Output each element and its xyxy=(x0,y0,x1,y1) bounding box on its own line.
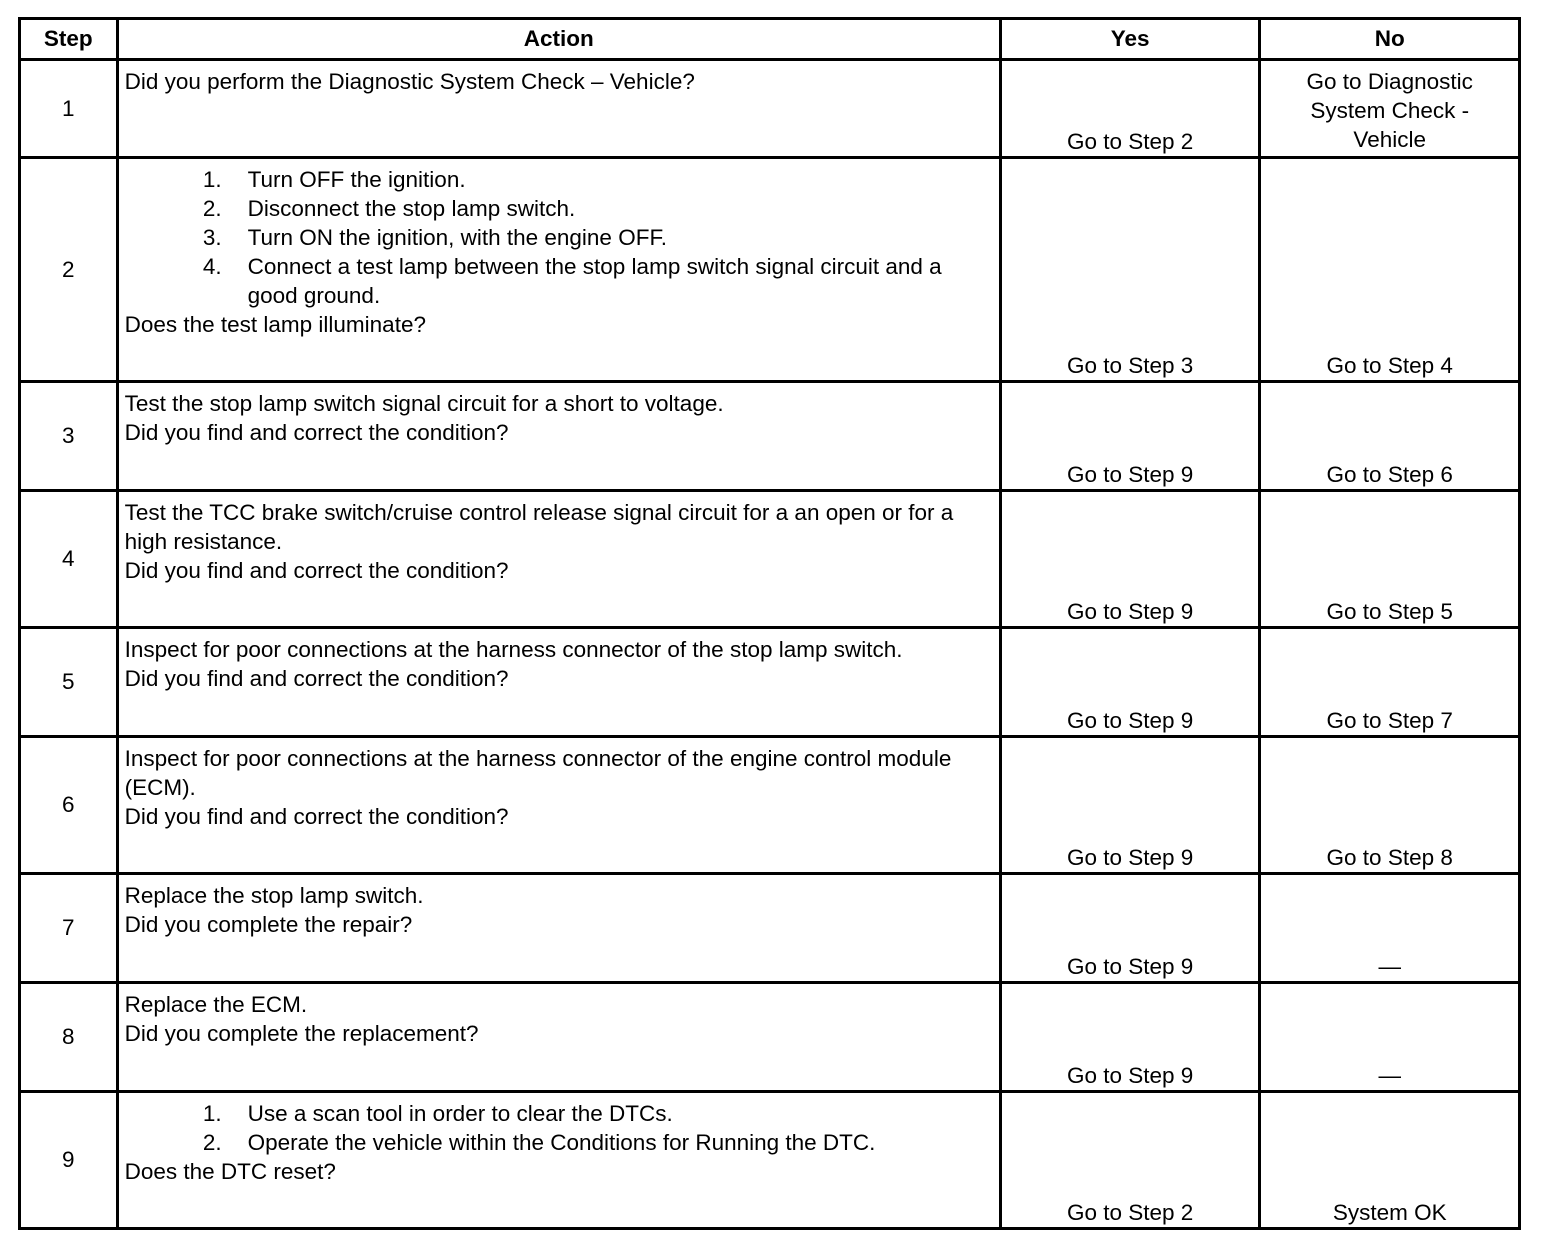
table-row xyxy=(20,1092,1520,1229)
list-text: Operate the vehicle within the Conditions for Running the DTC. xyxy=(247,1130,876,1155)
action-text: Replace the stop lamp switch. xyxy=(124,883,424,908)
table-row xyxy=(20,158,1520,382)
action-cell xyxy=(117,382,1000,491)
no-cell: Go to Step 4 xyxy=(1260,158,1520,382)
action-question: Does the test lamp illuminate? xyxy=(124,312,426,337)
list-text: Turn OFF the ignition. xyxy=(247,167,466,192)
action-cell xyxy=(117,737,1000,874)
yes-cell: Go to Step 9 xyxy=(1000,491,1260,628)
action-text: Did you perform the Diagnostic System Check – Vehicle? xyxy=(124,69,695,94)
no-cell xyxy=(1260,60,1520,158)
yes-cell: Go to Step 2 xyxy=(1000,60,1260,158)
action-cell xyxy=(117,491,1000,628)
list-item xyxy=(125,165,994,194)
action-question: Does the DTC reset? xyxy=(124,1159,336,1184)
action-text: Inspect for poor connections at the harness connector of the stop lamp switch. xyxy=(124,637,903,662)
table-row xyxy=(20,874,1520,983)
action-cell xyxy=(117,874,1000,983)
table-row xyxy=(20,60,1520,158)
step-number: 4 xyxy=(20,491,118,628)
action-question: Did you find and correct the condition? xyxy=(124,558,509,583)
step-number: 9 xyxy=(20,1092,118,1229)
instruction-list xyxy=(125,165,994,310)
yes-cell: Go to Step 9 xyxy=(1000,983,1260,1092)
header-yes: Yes xyxy=(1000,19,1260,60)
table-row xyxy=(20,382,1520,491)
yes-cell: Go to Step 2 xyxy=(1000,1092,1260,1229)
list-text: Disconnect the stop lamp switch. xyxy=(247,196,576,221)
table-row xyxy=(20,628,1520,737)
step-number: 6 xyxy=(20,737,118,874)
table-row xyxy=(20,737,1520,874)
no-cell: Go to Step 7 xyxy=(1260,628,1520,737)
action-cell xyxy=(117,1092,1000,1229)
no-cell: — xyxy=(1260,874,1520,983)
step-number: 1 xyxy=(20,60,118,158)
diagnostic-table xyxy=(18,17,1521,1230)
list-number: 4. xyxy=(202,254,222,279)
list-number: 2. xyxy=(202,196,222,221)
step-number: 8 xyxy=(20,983,118,1092)
instruction-list xyxy=(125,1099,994,1157)
table-row xyxy=(20,983,1520,1092)
table-row xyxy=(20,491,1520,628)
list-item xyxy=(125,1099,994,1128)
no-line: Go to Diagnostic xyxy=(1306,69,1473,94)
yes-cell: Go to Step 3 xyxy=(1000,158,1260,382)
header-no: No xyxy=(1260,19,1520,60)
list-item xyxy=(125,1128,994,1157)
header-step: Step xyxy=(20,19,118,60)
list-text: Connect a test lamp between the stop lamp switch signal circuit and a good ground. xyxy=(247,254,942,308)
yes-cell: Go to Step 9 xyxy=(1000,874,1260,983)
action-cell xyxy=(117,628,1000,737)
action-text: Inspect for poor connections at the harness connector of the engine control module (ECM). xyxy=(124,746,952,800)
list-number: 1. xyxy=(202,1101,222,1126)
step-number: 2 xyxy=(20,158,118,382)
no-line: Vehicle xyxy=(1353,127,1426,152)
action-question: Did you find and correct the condition? xyxy=(124,804,509,829)
list-number: 2. xyxy=(202,1130,222,1155)
list-item xyxy=(125,252,994,310)
list-number: 3. xyxy=(202,225,222,250)
action-text: Replace the ECM. xyxy=(124,992,308,1017)
yes-cell: Go to Step 9 xyxy=(1000,737,1260,874)
action-question: Did you find and correct the condition? xyxy=(124,420,509,445)
action-text: Test the TCC brake switch/cruise control release signal circuit for a an open or for a high resistance. xyxy=(124,500,954,554)
step-number: 5 xyxy=(20,628,118,737)
no-cell: System OK xyxy=(1260,1092,1520,1229)
action-cell xyxy=(117,983,1000,1092)
list-number: 1. xyxy=(202,167,222,192)
list-item xyxy=(125,223,994,252)
action-cell xyxy=(117,60,1000,158)
no-cell: Go to Step 6 xyxy=(1260,382,1520,491)
list-item xyxy=(125,194,994,223)
step-number: 3 xyxy=(20,382,118,491)
yes-cell: Go to Step 9 xyxy=(1000,628,1260,737)
no-cell: Go to Step 5 xyxy=(1260,491,1520,628)
list-text: Use a scan tool in order to clear the DTCs. xyxy=(247,1101,673,1126)
yes-cell: Go to Step 9 xyxy=(1000,382,1260,491)
header-row xyxy=(20,19,1520,60)
step-number: 7 xyxy=(20,874,118,983)
action-question: Did you complete the replacement? xyxy=(124,1021,479,1046)
action-question: Did you complete the repair? xyxy=(124,912,413,937)
action-cell xyxy=(117,158,1000,382)
action-text: Test the stop lamp switch signal circuit for a short to voltage. xyxy=(124,391,724,416)
no-cell: Go to Step 8 xyxy=(1260,737,1520,874)
header-action: Action xyxy=(117,19,1000,60)
action-question: Did you find and correct the condition? xyxy=(124,666,509,691)
no-cell: — xyxy=(1260,983,1520,1092)
no-line: System Check - xyxy=(1310,98,1470,123)
list-text: Turn ON the ignition, with the engine OFF. xyxy=(247,225,667,250)
